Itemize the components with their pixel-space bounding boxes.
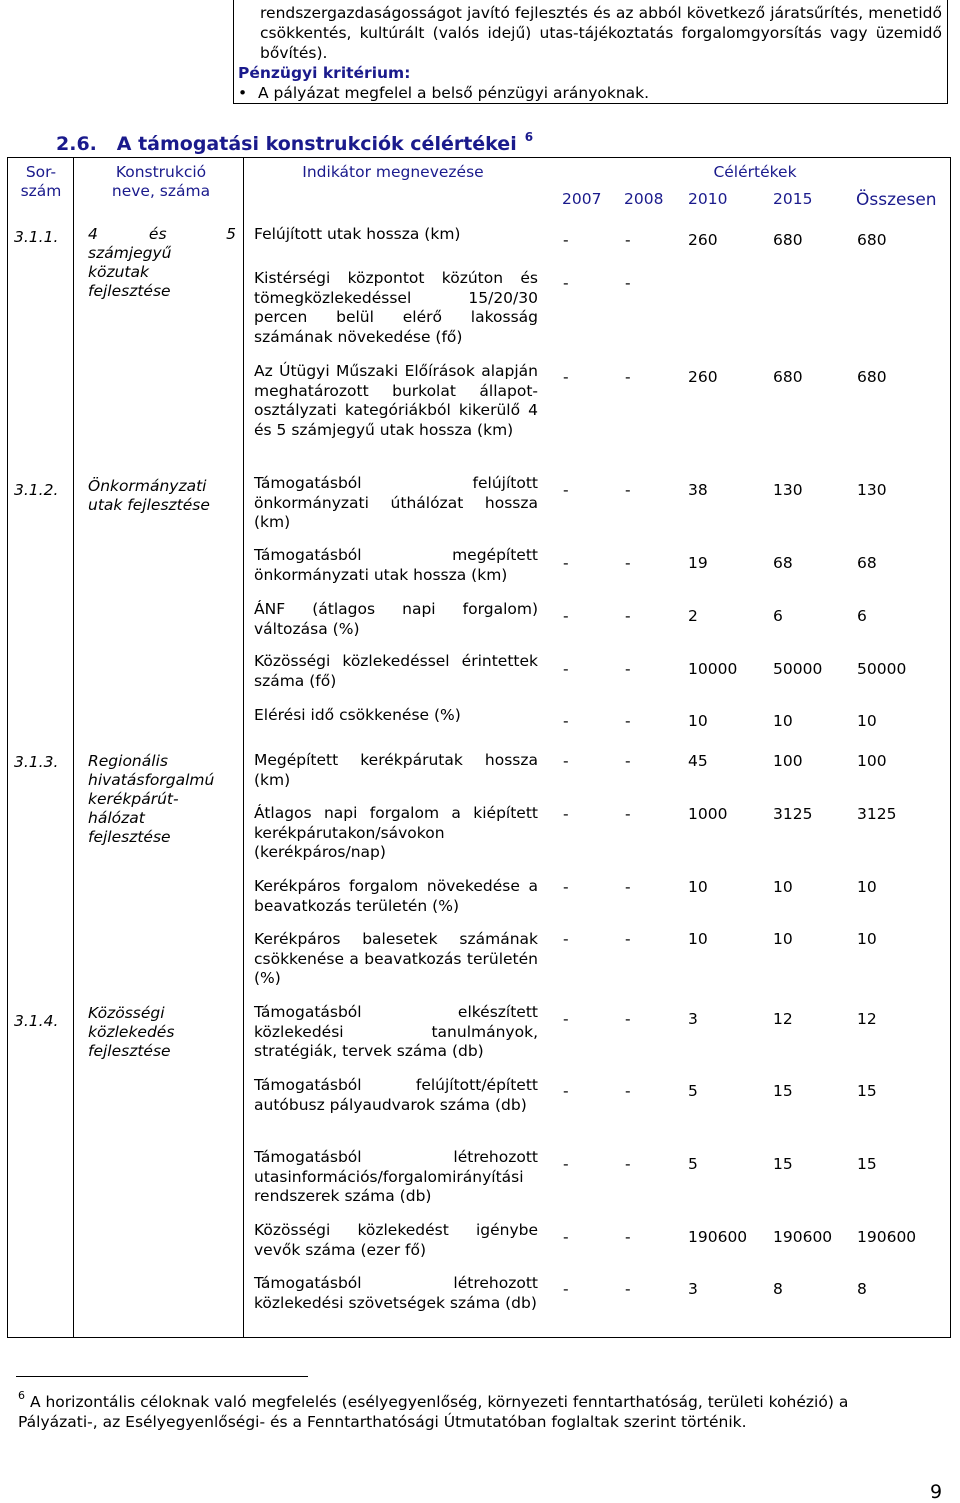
target-value: 680 [773, 231, 803, 249]
target-value: 100 [857, 752, 887, 770]
target-value: - [625, 712, 631, 730]
header-year-2010: 2010 [688, 190, 728, 208]
target-value: - [625, 1280, 631, 1298]
header-sorszam: Sor-szám [20, 163, 62, 200]
target-value: 260 [688, 231, 718, 249]
footnote [18, 1386, 928, 1432]
indicator-text: Támogatásból megépített önkormányzati utak hossza (km) [254, 546, 538, 584]
group-code: 3.1.2. [14, 481, 59, 499]
target-value: 680 [773, 368, 803, 386]
criterion-bullet [238, 84, 649, 102]
indicator-text: Átlagos napi forgalom a kiépített kerékpárutakon/sávokon (kerékpáros/nap) [254, 804, 538, 861]
target-value: 5 [688, 1082, 698, 1100]
header-year-2008: 2008 [624, 190, 664, 208]
indicator-text: Kistérségi központot közúton és tömegközlekedéssel 15/20/30 percen belül elérő lakosság számának növekedése (fő) [254, 269, 538, 346]
values-row [558, 1155, 950, 1175]
target-value: - [625, 930, 631, 948]
target-value: - [563, 554, 569, 572]
target-value: - [625, 231, 631, 249]
indicator-text: Támogatásból elkészített közlekedési tanulmányok, stratégiák, tervek száma (db) [254, 1003, 538, 1060]
target-value: 1000 [688, 805, 728, 823]
target-value: - [625, 752, 631, 770]
target-value: - [563, 712, 569, 730]
target-value: 10 [773, 712, 793, 730]
target-value: - [563, 805, 569, 823]
indicator-text: Felújított utak hossza (km) [254, 225, 461, 243]
values-row [558, 231, 950, 251]
values-row [558, 1082, 950, 1102]
header-year-2015: 2015 [773, 190, 813, 208]
values-row [558, 368, 950, 388]
target-value: - [625, 368, 631, 386]
target-value: - [625, 554, 631, 572]
indicator-text: Támogatásból létrehozott utasinformációs/forgalomirányítási rendszerek száma (db) [254, 1148, 538, 1205]
group-name: Önkormányzati utak fejlesztése [88, 477, 210, 514]
group-name: Regionális hivatásforgalmú kerékpárút-hálózat fejlesztése [88, 752, 215, 846]
indicator-text: ÁNF (átlagos napi forgalom) változása (%) [254, 600, 538, 638]
target-value: 100 [773, 752, 803, 770]
values-row [558, 752, 950, 772]
target-value: 68 [857, 554, 877, 572]
criteria-box [233, 0, 948, 104]
target-value: - [563, 607, 569, 625]
group-name: 4 és 5 számjegyű közutak fejlesztése [88, 225, 236, 300]
target-value: - [625, 1082, 631, 1100]
group-name: Közösségi közlekedés fejlesztése [88, 1004, 175, 1060]
target-value: 8 [773, 1280, 783, 1298]
target-value: 10000 [688, 660, 738, 678]
target-value: - [625, 274, 631, 292]
target-value: 260 [688, 368, 718, 386]
header-indikator: Indikátor megnevezése [302, 163, 484, 181]
values-row [558, 1280, 950, 1300]
header-celertekek: Célértékek [713, 163, 797, 181]
target-value: 2 [688, 607, 698, 625]
col-divider-1 [73, 157, 74, 1338]
values-row [558, 660, 950, 680]
criterion-bullet-text: A pályázat megfelel a belső pénzügyi arányoknak. [258, 84, 650, 102]
target-value: 10 [773, 930, 793, 948]
target-value: - [625, 660, 631, 678]
col-divider-2 [243, 157, 244, 1338]
values-row [558, 554, 950, 574]
values-row [558, 1228, 950, 1248]
indicator-text: Kerékpáros balesetek számának csökkenése a beavatkozás területén (%) [254, 930, 538, 987]
indicator-text: Elérési idő csökkenése (%) [254, 706, 461, 724]
target-value: - [563, 660, 569, 678]
target-value: - [563, 930, 569, 948]
section-title-text: A támogatási konstrukciók célértékei [116, 133, 517, 155]
target-value: 15 [773, 1155, 793, 1173]
indicator-text: Támogatásból felújított önkormányzati úthálózat hossza (km) [254, 474, 538, 531]
target-value: 10 [688, 878, 708, 896]
indicator-text: Támogatásból létrehozott közlekedési szövetségek száma (db) [254, 1274, 538, 1312]
bullet-icon: • [238, 84, 248, 102]
target-value: 130 [773, 481, 803, 499]
values-row [558, 805, 950, 825]
footnote-reference: 6 [524, 130, 534, 144]
target-value: 10 [688, 930, 708, 948]
target-value: 6 [773, 607, 783, 625]
values-row [558, 878, 950, 898]
target-value: - [625, 607, 631, 625]
target-value: 130 [857, 481, 887, 499]
target-value: - [563, 1280, 569, 1298]
footnote-number: 6 [18, 1389, 25, 1402]
header-year-2007: 2007 [562, 190, 602, 208]
target-value: - [563, 878, 569, 896]
footnote-separator [16, 1376, 308, 1377]
target-value: 6 [857, 607, 867, 625]
criteria-paragraph: rendszergazdaságosságot javító fejlesztés és az abból következő járatsűrítés, menetidő csökkentés, kultúrált (valós idejű) utas-tájékoztatás forgalomgyorsítás vagy üzemidő bővítés). [260, 4, 942, 62]
group-code: 3.1.1. [14, 228, 59, 246]
target-value: 15 [857, 1155, 877, 1173]
target-value: 680 [857, 231, 887, 249]
indicator-text: Kerékpáros forgalom növekedése a beavatkozás területén (%) [254, 877, 538, 915]
values-row [558, 1010, 950, 1030]
target-value: 15 [773, 1082, 793, 1100]
target-value: - [625, 1228, 631, 1246]
target-value: - [563, 752, 569, 770]
target-value: - [563, 368, 569, 386]
target-value: 10 [857, 878, 877, 896]
group-code: 3.1.4. [14, 1012, 59, 1030]
target-value: 10 [857, 712, 877, 730]
target-value: 19 [688, 554, 708, 572]
target-value: 5 [688, 1155, 698, 1173]
target-value: 3 [688, 1010, 698, 1028]
target-value: 190600 [773, 1228, 833, 1246]
target-value: - [563, 274, 569, 292]
target-value: 12 [773, 1010, 793, 1028]
financial-criterion-title: Pénzügyi kritérium: [238, 64, 411, 82]
target-value: - [563, 481, 569, 499]
section-heading [56, 130, 533, 155]
target-value: 3 [688, 1280, 698, 1298]
target-value: 50000 [773, 660, 823, 678]
indicator-text: Megépített kerékpárutak hossza (km) [254, 751, 538, 789]
values-row [558, 712, 950, 732]
target-value: - [563, 1082, 569, 1100]
target-value: 12 [857, 1010, 877, 1028]
target-value: 38 [688, 481, 708, 499]
target-value: 3125 [857, 805, 897, 823]
target-value: - [625, 481, 631, 499]
target-value: - [625, 1155, 631, 1173]
target-value: - [625, 1010, 631, 1028]
target-value: - [625, 878, 631, 896]
target-value: - [563, 231, 569, 249]
indicator-text: Az Útügyi Műszaki Előírások alapján meghatározott burkolat állapot-osztályzati kategóriákból kikerülő 4 és 5 számjegyű utak hossza (km) [254, 362, 538, 439]
values-row [558, 930, 950, 950]
target-value: 190600 [688, 1228, 748, 1246]
target-value: - [563, 1010, 569, 1028]
indicator-text: Közösségi közlekedéssel érintettek száma (fő) [254, 652, 538, 690]
target-value: 45 [688, 752, 708, 770]
target-value: 10 [773, 878, 793, 896]
indicator-text: Támogatásból felújított/épített autóbusz pályaudvarok száma (db) [254, 1076, 538, 1114]
target-value: - [563, 1228, 569, 1246]
target-value: 680 [857, 368, 887, 386]
target-value: - [625, 805, 631, 823]
target-value: 68 [773, 554, 793, 572]
indicator-text: Közösségi közlekedést igénybe vevők száma (ezer fő) [254, 1221, 538, 1259]
target-value: 3125 [773, 805, 813, 823]
group-code: 3.1.3. [14, 753, 59, 771]
page-number: 9 [930, 1481, 943, 1503]
values-row [558, 481, 950, 501]
target-value: 10 [688, 712, 708, 730]
target-value: 50000 [857, 660, 907, 678]
header-konstrukcio: Konstrukció neve, száma [111, 163, 211, 200]
values-row [558, 607, 950, 627]
target-value: 15 [857, 1082, 877, 1100]
target-value: 10 [857, 930, 877, 948]
header-total: Összesen [856, 190, 937, 210]
target-value: - [563, 1155, 569, 1173]
target-value: 190600 [857, 1228, 917, 1246]
section-number: 2.6. [56, 133, 97, 155]
footnote-text: A horizontális céloknak való megfelelés (esélyegyenlőség, környezeti fenntarthatóság, területi kohézió) a Pályázati-, az Esélyegyenlőségi- és a Fenntarthatósági Útmutatóban foglaltak szerint történik. [18, 1393, 849, 1431]
values-row [558, 274, 950, 294]
target-value: 8 [857, 1280, 867, 1298]
